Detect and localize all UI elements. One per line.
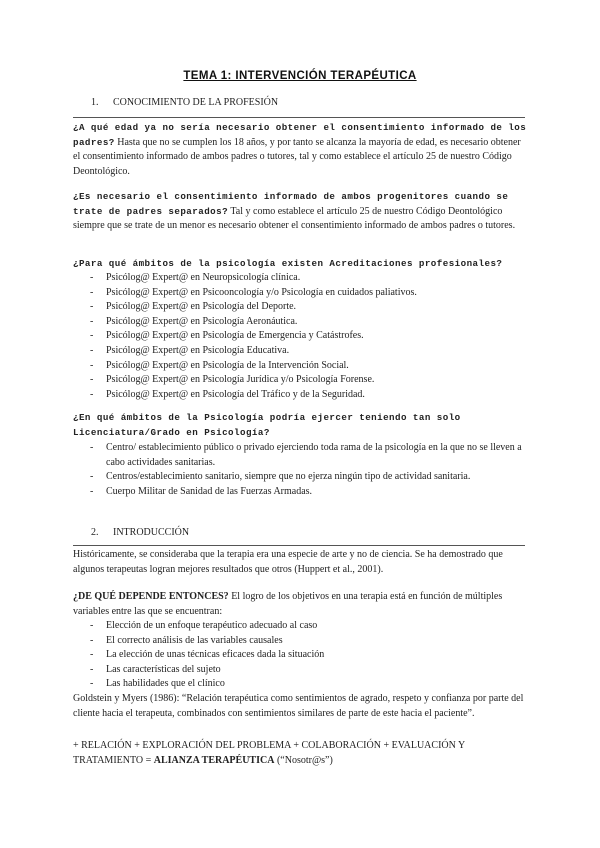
section-divider — [73, 545, 525, 546]
list-item: - Las habilidades que el clínico — [73, 677, 529, 692]
list-item: - Centro/ establecimiento público o privado ejerciendo toda rama de la psicología en la que no se lleven a cabo actividades sanitarias. — [73, 441, 529, 470]
list-item: - Psicólog@ Expert@ en Neuropsicología clínica. — [73, 271, 529, 286]
question-separated-parents — [73, 190, 529, 234]
page-title: TEMA 1: INTERVENCIÓN TERAPÉUTICA — [183, 70, 417, 82]
depends-paragraph — [73, 590, 529, 619]
list-item: - Psicólog@ Expert@ en Psicología de la Intervención Social. — [73, 359, 529, 374]
list-item: - Psicólog@ Expert@ en Psicología Educativa. — [73, 344, 529, 359]
intro-paragraph: Históricamente, se consideraba que la terapia era una especie de arte y no de ciencia. Se ha demostrado que algunos terapeutas logran mejores resultados que otros (Huppert et al., 2001). — [73, 549, 503, 575]
formula-suffix: (“Nosotr@s”) — [274, 754, 333, 766]
section-heading-1 — [91, 97, 278, 108]
section-heading-text: INTRODUCCIÓN — [113, 527, 190, 538]
formula-prefix: + RELACIÓN + EXPLORACIÓN DEL PROBLEMA + COLABORACIÓN + EVALUACIÓN Y TRATAMIENTO = — [73, 740, 465, 766]
accreditations-list — [73, 271, 529, 402]
answer-text: Hasta que no se cumplen los 18 años, y por tanto se alcanza la mayoría de edad, es necesario obtener el consentimiento informado de ambos padres o tutores, tal y como establece el artículo 25 de nuestro Código Deontológico. — [73, 136, 521, 177]
answer-text: Tal y como establece el artículo 25 de nuestro Código Deontológico siempre que se trate de un menor es necesario obtener el consentimiento informado de ambos padres o tutores. — [73, 205, 516, 232]
alliance-formula — [73, 739, 529, 768]
question-text: ¿En qué ámbitos de la Psicología podría ejercer teniendo tan solo Licenciatura/Grado en Psicología? — [73, 412, 461, 438]
formula-highlight: ALIANZA TERAPÉUTICA — [153, 754, 275, 766]
list-item: - Psicólog@ Expert@ en Psicología Jurídica y/o Psicología Forense. — [73, 373, 529, 388]
list-item: - El correcto análisis de las variables causales — [73, 634, 529, 649]
section-number: 2. — [91, 527, 99, 538]
question-consent-age — [73, 121, 529, 179]
list-item: - Las características del sujeto — [73, 663, 529, 678]
section-number: 1. — [91, 97, 99, 108]
list-item: - Psicólog@ Expert@ en Psicología del Deporte. — [73, 300, 529, 315]
list-item: - Psicólog@ Expert@ en Psicología de Emergencia y Catástrofes. — [73, 329, 529, 344]
list-item: - Cuerpo Militar de Sanidad de las Fuerzas Armadas. — [73, 485, 529, 500]
section-heading-2 — [91, 527, 189, 538]
question-text: ¿Es necesario el consentimiento informado de ambos progenitores cuando se trate de padres separados? — [73, 191, 509, 217]
goldstein-quote: Goldstein y Myers (1986): “Relación terapéutica como sentimientos de agrado, respeto y confianza por parte del cliente hacia el terapeuta, combinados con sentimientos similares de parte de este hacia el paciente”. — [73, 693, 524, 719]
question-text: ¿A qué edad ya no sería necesario obtener el consentimiento informado de los padres? — [73, 122, 527, 148]
list-item: - La elección de unas técnicas eficaces dada la situación — [73, 648, 529, 663]
question-license-scope — [73, 411, 529, 440]
list-item: - Elección de un enfoque terapéutico adecuado al caso — [73, 619, 529, 634]
license-scope-list — [73, 441, 529, 499]
question-accreditations — [73, 257, 529, 272]
list-item: - Psicólog@ Expert@ en Psicooncología y/o Psicología en cuidados paliativos. — [73, 286, 529, 301]
section-divider — [73, 117, 525, 118]
depends-question: ¿DE QUÉ DEPENDE ENTONCES? — [73, 591, 229, 602]
variables-list — [73, 619, 529, 692]
depends-text: El logro de los objetivos en una terapia está en función de múltiples variables entre las que se encuentran: — [73, 591, 503, 617]
section-heading-text: CONOCIMIENTO DE LA PROFESIÓN — [113, 97, 279, 108]
list-item: - Psicólog@ Expert@ en Psicología Aeronáutica. — [73, 315, 529, 330]
question-text: ¿Para qué ámbitos de la psicología existen Acreditaciones profesionales? — [73, 258, 503, 269]
list-item: - Centros/establecimiento sanitario, siempre que no ejerza ningún tipo de actividad sanitaria. — [73, 470, 529, 485]
list-item: - Psicólog@ Expert@ en Psicología del Tráfico y de la Seguridad. — [73, 388, 529, 403]
